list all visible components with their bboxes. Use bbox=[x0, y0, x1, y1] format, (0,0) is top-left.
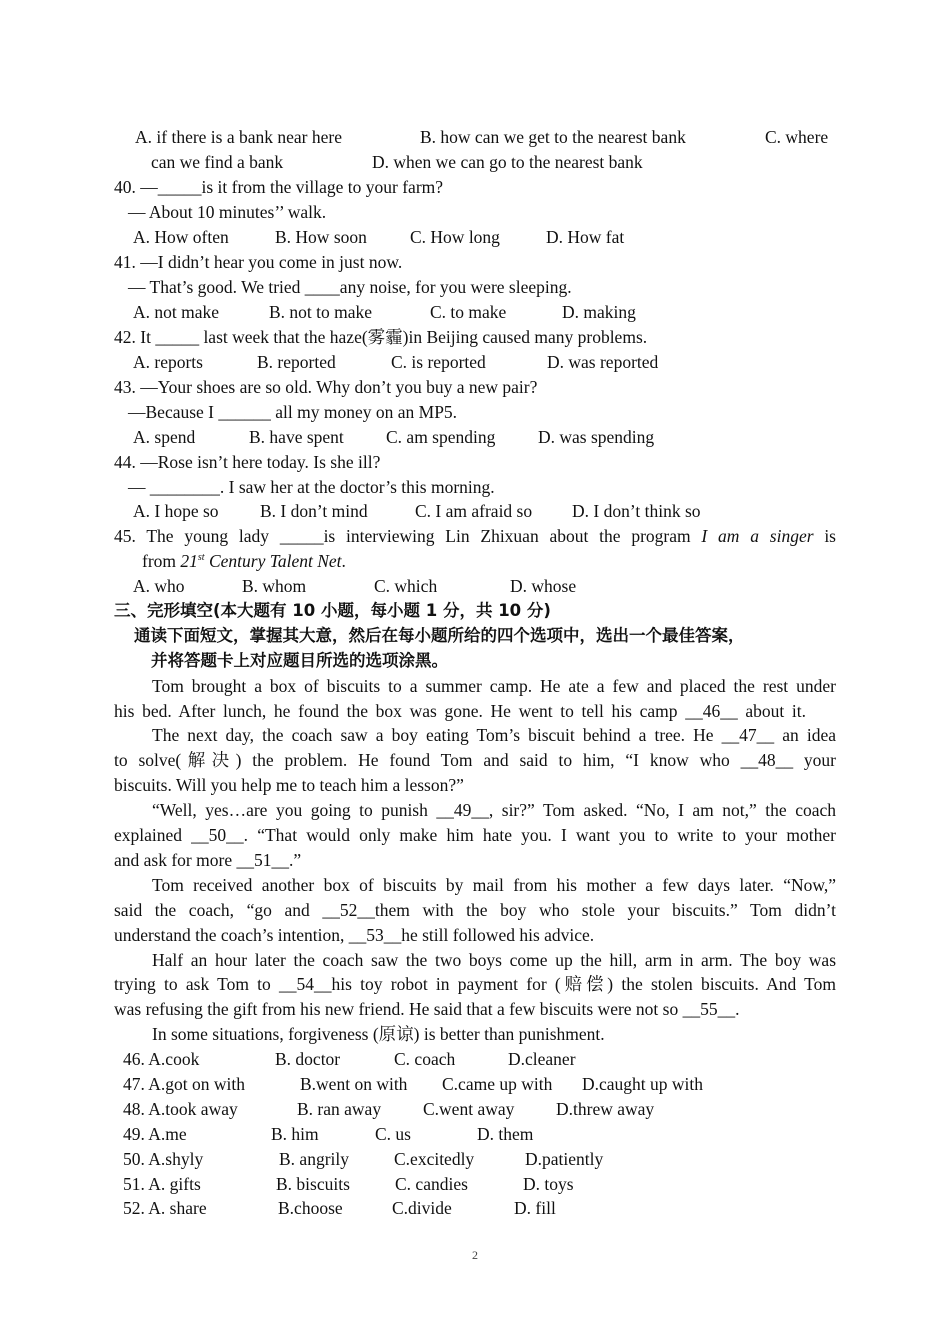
answer-51-c: C. candies bbox=[395, 1174, 468, 1194]
q43-reply: —Because I ______ all my money on an MP5. bbox=[128, 402, 458, 422]
passage-line: and ask for more __51__.” bbox=[114, 850, 302, 870]
answer-48: 48. A.took away bbox=[123, 1099, 238, 1119]
q40-stem: 40. —_____is it from the village to your farm? bbox=[114, 177, 444, 197]
answer-46-b: B. doctor bbox=[275, 1049, 341, 1069]
answer-51-d: D. toys bbox=[523, 1174, 574, 1194]
q45-option-a: A. who bbox=[133, 576, 185, 596]
answer-52-c: C.divide bbox=[392, 1198, 452, 1218]
q41-option-c: C. to make bbox=[430, 302, 507, 322]
answer-51: 51. A. gifts bbox=[123, 1174, 201, 1194]
q41-option-d: D. making bbox=[562, 302, 636, 322]
q45-stem: 45. The young lady _____is interviewing Lin Zhixuan about the program I am a singer is bbox=[114, 526, 836, 546]
q42-option-b: B. reported bbox=[257, 352, 336, 372]
q40-option-d: D. How fat bbox=[546, 227, 625, 247]
section-title: 三、完形填空(本大题有 10 小题，每小题 1 分，共 10 分) bbox=[114, 601, 551, 620]
q41-reply: — That’s good. We tried ____any noise, for you were sleeping. bbox=[128, 277, 572, 297]
q45-stem-line2: from 21st Century Talent Net. bbox=[142, 551, 346, 571]
passage-line: In some situations, forgiveness (原谅) is better than punishment. bbox=[152, 1024, 605, 1044]
passage-line: to solve(解决) the problem. He found Tom and said to him, “I know who __48__ your bbox=[114, 750, 836, 770]
q39-option-d: D. when we can go to the nearest bank bbox=[372, 152, 643, 172]
passage-line: Half an hour later the coach saw the two boys come up the hill, arm in arm. The boy was bbox=[152, 950, 836, 970]
q43-option-a: A. spend bbox=[133, 427, 196, 447]
q40-reply: — About 10 minutes’’ walk. bbox=[128, 202, 327, 222]
q45-option-b: B. whom bbox=[242, 576, 307, 596]
q42-stem: 42. It _____ last week that the haze(雾霾)in Beijing caused many problems. bbox=[114, 327, 648, 347]
answer-50: 50. A.shyly bbox=[123, 1149, 204, 1169]
answer-51-b: B. biscuits bbox=[276, 1174, 350, 1194]
passage-line: biscuits. Will you help me to teach him a lesson?” bbox=[114, 775, 464, 795]
q42-option-d: D. was reported bbox=[547, 352, 659, 372]
answer-52: 52. A. share bbox=[123, 1198, 207, 1218]
q43-option-b: B. have spent bbox=[249, 427, 344, 447]
q44-stem: 44. —Rose isn’t here today. Is she ill? bbox=[114, 452, 381, 472]
answer-47: 47. A.got on with bbox=[123, 1074, 246, 1094]
answer-48-c: C.went away bbox=[423, 1099, 515, 1119]
answer-47-b: B.went on with bbox=[300, 1074, 408, 1094]
passage-line: trying to ask Tom to __54__his toy robot in payment for (赔偿) the stolen biscuits. And Tom bbox=[114, 974, 836, 994]
answer-49-d: D. them bbox=[477, 1124, 534, 1144]
answer-49: 49. A.me bbox=[123, 1124, 187, 1144]
q41-option-b: B. not to make bbox=[269, 302, 373, 322]
answer-49-b: B. him bbox=[271, 1124, 319, 1144]
q41-option-a: A. not make bbox=[133, 302, 220, 322]
answer-50-b: B. angrily bbox=[279, 1149, 349, 1169]
passage-line: said the coach, “go and __52__them with the boy who stole your biscuits.” Tom didn’t bbox=[114, 900, 836, 920]
q42-option-c: C. is reported bbox=[391, 352, 486, 372]
answer-47-c: C.came up with bbox=[442, 1074, 553, 1094]
answer-46: 46. A.cook bbox=[123, 1049, 200, 1069]
q39-option-b: B. how can we get to the nearest bank bbox=[420, 127, 686, 147]
q41-stem: 41. —I didn’t hear you come in just now. bbox=[114, 252, 403, 272]
answer-48-b: B. ran away bbox=[297, 1099, 382, 1119]
q43-option-c: C. am spending bbox=[386, 427, 496, 447]
answer-50-c: C.excitedly bbox=[394, 1149, 475, 1169]
passage-line: Tom brought a box of biscuits to a summer camp. He ate a few and placed the rest under bbox=[152, 676, 836, 696]
passage-line: explained __50__. “That would only make him hate you. I want you to write to your mother bbox=[114, 825, 836, 845]
q40-option-b: B. How soon bbox=[275, 227, 367, 247]
q44-option-b: B. I don’t mind bbox=[260, 501, 368, 521]
passage-line: The next day, the coach saw a boy eating Tom’s biscuit behind a tree. He __47__ an idea bbox=[152, 725, 836, 745]
answer-50-d: D.patiently bbox=[525, 1149, 604, 1169]
section-instruction-line1: 通读下面短文，掌握其大意，然后在每小题所给的四个选项中，选出一个最佳答案， bbox=[134, 626, 745, 645]
q45-option-d: D. whose bbox=[510, 576, 577, 596]
q44-option-a: A. I hope so bbox=[133, 501, 219, 521]
answer-52-b: B.choose bbox=[278, 1198, 343, 1218]
answer-48-d: D.threw away bbox=[556, 1099, 655, 1119]
passage-line: “Well, yes…are you going to punish __49__, sir?” Tom asked. “No, I am not,” the coach bbox=[152, 800, 836, 820]
passage-line: his bed. After lunch, he found the box was gone. He went to tell his camp __46__ about it. bbox=[114, 701, 806, 721]
passage-line: was refusing the gift from his new friend. He said that a few biscuits were not so __55__. bbox=[114, 999, 740, 1019]
q39-option-c-cont: can we find a bank bbox=[151, 152, 284, 172]
q43-stem: 43. —Your shoes are so old. Why don’t you buy a new pair? bbox=[114, 377, 538, 397]
section-instruction-line2: 并将答题卡上对应题目所选的选项涂黑。 bbox=[151, 651, 448, 670]
answer-46-d: D.cleaner bbox=[508, 1049, 576, 1069]
answer-52-d: D. fill bbox=[514, 1198, 556, 1218]
q44-option-d: D. I don’t think so bbox=[572, 501, 701, 521]
answer-49-c: C. us bbox=[375, 1124, 411, 1144]
q39-option-c: C. where bbox=[765, 127, 829, 147]
passage-line: Tom received another box of biscuits by mail from his mother a few days later. “Now,” bbox=[152, 875, 836, 895]
q44-option-c: C. I am afraid so bbox=[415, 501, 533, 521]
q44-reply: — ________. I saw her at the doctor’s this morning. bbox=[128, 477, 495, 497]
q39-option-a: A. if there is a bank near here bbox=[135, 127, 342, 147]
q42-option-a: A. reports bbox=[133, 352, 203, 372]
q40-option-c: C. How long bbox=[410, 227, 500, 247]
answer-47-d: D.caught up with bbox=[582, 1074, 704, 1094]
page-number: 2 bbox=[472, 1248, 478, 1262]
q40-option-a: A. How often bbox=[133, 227, 229, 247]
answer-46-c: C. coach bbox=[394, 1049, 456, 1069]
q45-option-c: C. which bbox=[374, 576, 438, 596]
q43-option-d: D. was spending bbox=[538, 427, 655, 447]
passage-line: understand the coach’s intention, __53__he still followed his advice. bbox=[114, 925, 595, 945]
